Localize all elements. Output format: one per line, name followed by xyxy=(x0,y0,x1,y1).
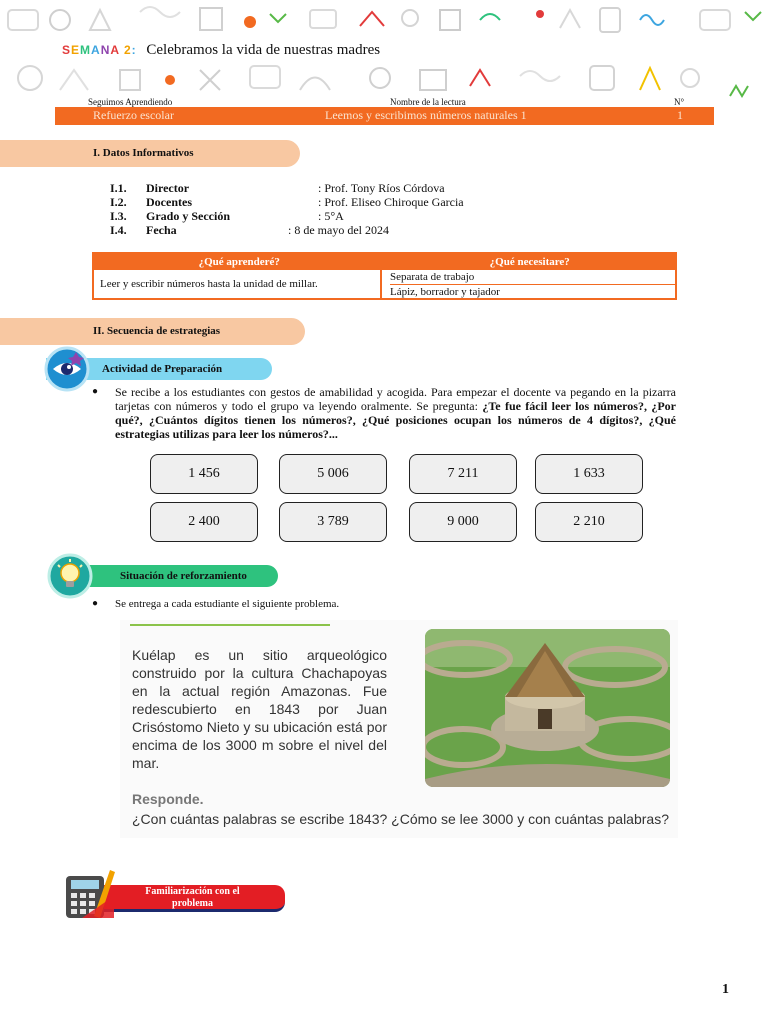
table-row xyxy=(94,270,675,298)
learn-cell: Leer y escribir números hasta la unidad de millar. xyxy=(94,270,382,298)
needs-item: Separata de trabajo xyxy=(390,271,475,283)
program-value: Refuerzo escolar xyxy=(93,108,174,122)
title-text: Celebramos la vida de nuestras madres xyxy=(146,42,381,58)
green-accent-line xyxy=(130,624,330,626)
reading-value: Leemos y escribimos números naturales 1 xyxy=(325,108,527,122)
kuelap-photo xyxy=(425,629,670,787)
activity-banner: Actividad de Preparación xyxy=(46,358,272,380)
respond-heading: Responde. xyxy=(132,791,204,807)
number-value: 1 xyxy=(677,108,683,122)
activity-text: Se recibe a los estudiantes con gestos de amabilidad y acogida. Para empezar el docente va pegando en la pizarra tarjetas con números y todo el grupo va leyendo oralmente. Se pregunta: ¿Te fue fácil leer los números?, ¿Por qué?, ¿Cuántos dígitos tienen los números?, ¿Qué posiciones ocupan los números de 4 dígitos?, ¿Qué estrategias utilizas para leer los números?... xyxy=(115,385,676,441)
number-label: N° xyxy=(674,97,685,107)
bullet: ● xyxy=(92,386,99,397)
header-needs: ¿Qué necesitare? xyxy=(489,256,570,268)
number-card: 2 400 xyxy=(150,502,258,542)
lightbulb-icon xyxy=(47,553,93,599)
page-number: 1 xyxy=(722,982,729,997)
needs-cell xyxy=(382,270,675,298)
familiarization-banner: Familiarización con el problema xyxy=(100,885,285,912)
needs-item: Lápiz, borrador y tajador xyxy=(390,284,675,298)
page-title xyxy=(62,42,380,59)
learning-needs-table xyxy=(92,252,677,300)
calculator-icon xyxy=(64,866,116,920)
table-header xyxy=(94,254,675,270)
reinforcement-banner: Situación de reforzamiento xyxy=(50,565,278,587)
number-card: 3 789 xyxy=(279,502,387,542)
section-heading-datos: I. Datos Informativos xyxy=(0,140,300,167)
number-card: 7 211 xyxy=(409,454,517,494)
program-label: Seguimos Aprendiendo xyxy=(88,97,173,107)
number-card: 1 633 xyxy=(535,454,643,494)
problem-text: Kuélap es un sitio arqueológico construido por la cultura Chachapoyas en la actual región Amazonas. Fue redescubierto en 1843 por Juan Crisóstomo Nieto y su ubicación está por encima de los 3000 m sobre el nivel del mar. xyxy=(132,647,387,771)
reading-label: Nombre de la lectura xyxy=(390,97,466,107)
reinforcement-text: Se entrega a cada estudiante el siguiente problema. xyxy=(115,598,340,610)
meta-bar xyxy=(55,107,714,125)
header-learn: ¿Qué aprenderé? xyxy=(198,256,280,268)
problem-card xyxy=(120,620,678,838)
bullet: ● xyxy=(92,598,99,609)
problem-question: ¿Con cuántas palabras se escribe 1843? ¿Cómo se lee 3000 y con cuántas palabras? xyxy=(132,811,669,827)
section-heading-secuencia: II. Secuencia de estrategias xyxy=(0,318,305,345)
number-card: 1 456 xyxy=(150,454,258,494)
number-card: 5 006 xyxy=(279,454,387,494)
week-label: SEMANA 2: xyxy=(62,43,137,57)
number-card: 2 210 xyxy=(535,502,643,542)
number-card: 9 000 xyxy=(409,502,517,542)
eye-icon xyxy=(44,346,90,392)
